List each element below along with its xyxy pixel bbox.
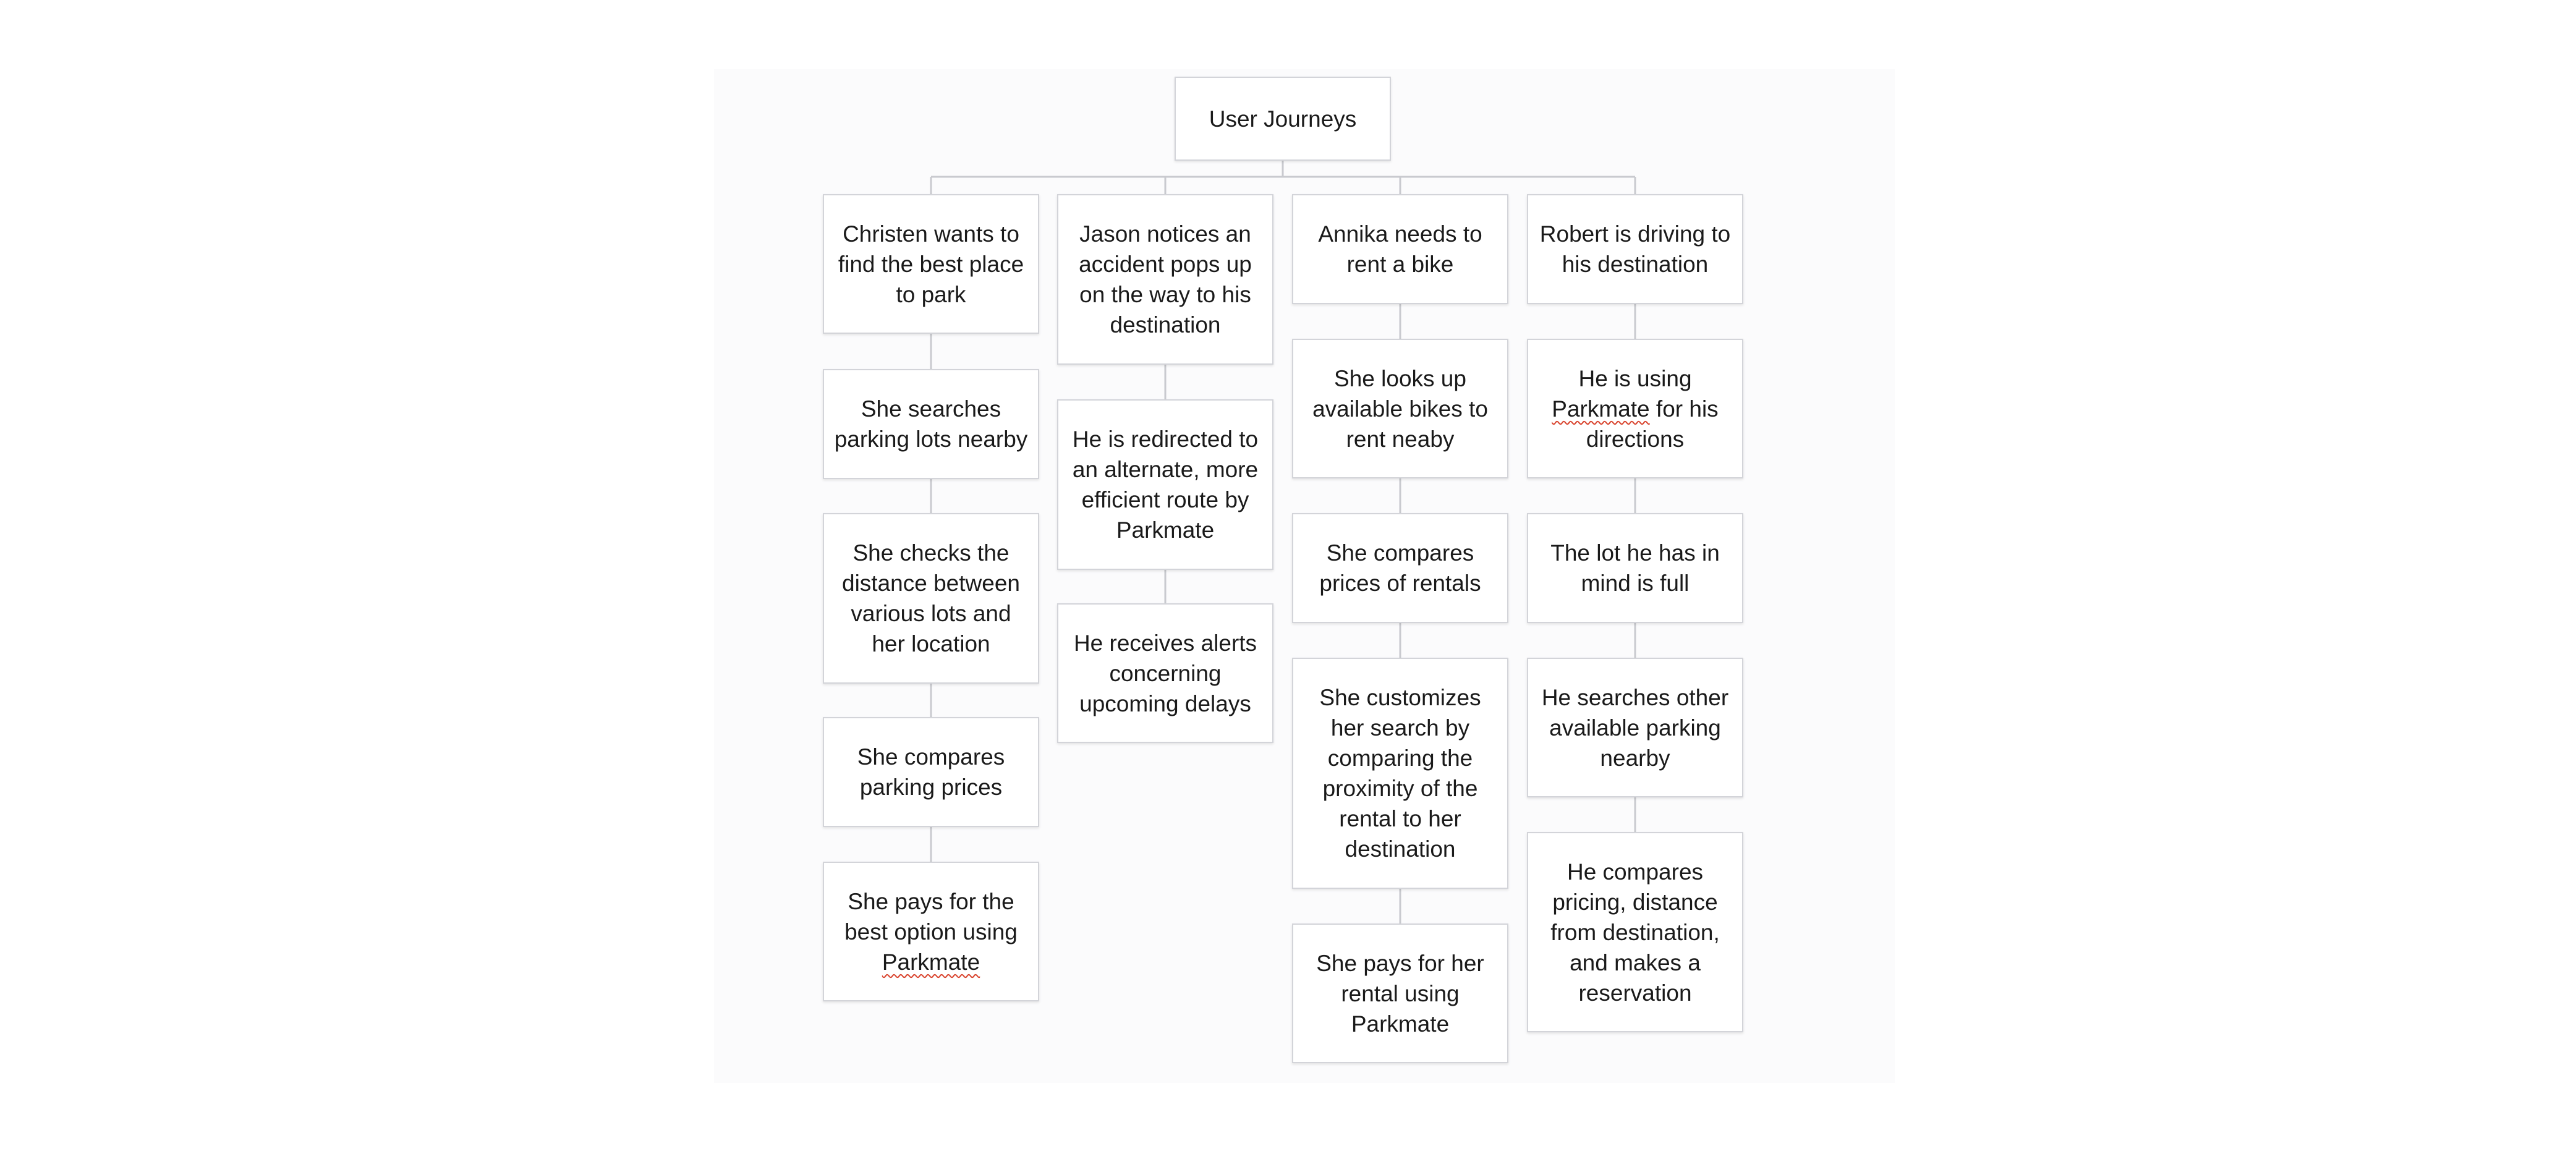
journey-3-step-5[interactable]: She pays for her rental using Parkmate	[1292, 923, 1508, 1063]
journey-4-step-3[interactable]: The lot he has in mind is full	[1527, 513, 1743, 623]
root-label: User Journeys	[1209, 106, 1357, 132]
journey-2-step-2[interactable]: He is redirected to an alternate, more efficient route by Parkmate	[1057, 399, 1273, 570]
journey-1-step-2[interactable]: She searches parking lots nearby	[823, 369, 1039, 479]
journey-2-step-3[interactable]: He receives alerts concerning upcoming delays	[1057, 603, 1273, 743]
journey-3-step-1[interactable]: Annika needs to rent a bike	[1292, 194, 1508, 304]
journey-3-step-2[interactable]: She looks up available bikes to rent neaby	[1292, 339, 1508, 478]
journey-4-step-2[interactable]: He is using Parkmate for his directions	[1527, 339, 1743, 478]
journey-1-step-3[interactable]: She checks the distance between various lots and her location	[823, 513, 1039, 684]
journey-4-step-4[interactable]: He searches other available parking nearby	[1527, 658, 1743, 797]
journey-4-step-5[interactable]: He compares pricing, distance from destination, and makes a reservation	[1527, 832, 1743, 1032]
root-node[interactable]	[1175, 77, 1391, 161]
journey-1-step-5[interactable]: She pays for the best option using Parkmate	[823, 862, 1039, 1001]
journey-2-step-1[interactable]: Jason notices an accident pops up on the way to his destination	[1057, 194, 1273, 365]
journey-4-step-1[interactable]: Robert is driving to his destination	[1527, 194, 1743, 304]
diagram-canvas	[714, 69, 1895, 1083]
spellcheck-word: Parkmate	[1552, 396, 1650, 422]
journey-1-step-1[interactable]: Christen wants to find the best place to park	[823, 194, 1039, 334]
journey-3-step-3[interactable]: She compares prices of rentals	[1292, 513, 1508, 623]
journey-3-step-4[interactable]: She customizes her search by comparing the proximity of the rental to her destination	[1292, 658, 1508, 889]
journey-1-step-4[interactable]: She compares parking prices	[823, 717, 1039, 827]
spellcheck-word: Parkmate	[882, 949, 980, 975]
